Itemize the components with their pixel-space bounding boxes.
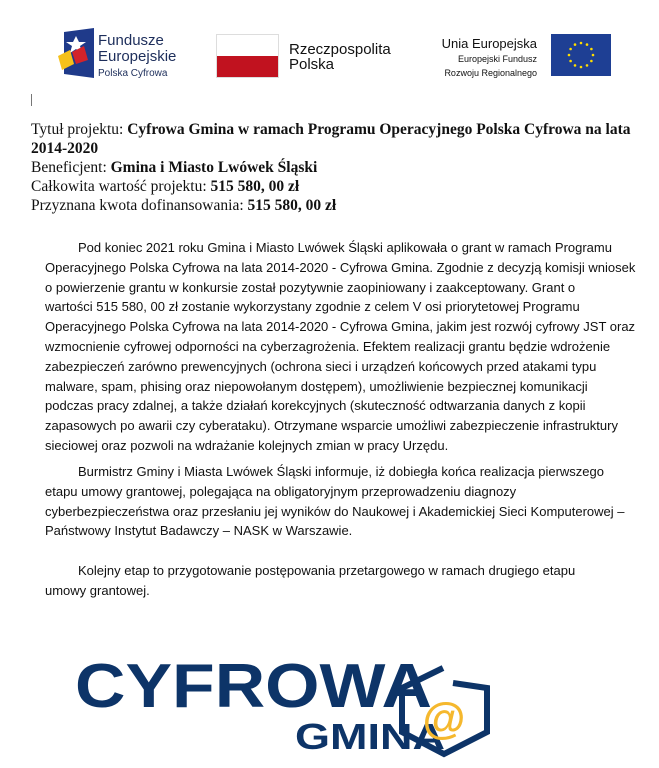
label: Całkowita wartość projektu:	[31, 178, 211, 195]
polish-flag-icon	[216, 34, 279, 78]
text-cursor	[31, 94, 32, 106]
eu-star-icon	[574, 43, 577, 46]
paragraph-3	[45, 561, 575, 601]
eu-star-icon	[574, 64, 577, 67]
eu-star-icon	[590, 48, 593, 51]
paragraph-line: Operacyjnego Polska Cyfrowa na lata 2014-2020 - Cyfrowa Gmina. Zgodnie z decyzją komisji wniosek	[45, 259, 636, 275]
eu-star-icon	[569, 48, 572, 51]
paragraph-line: o powierzenie grantu w konkursie został pozytywnie zaopiniowany i zaakceptowany. Grant o	[45, 279, 576, 295]
granted-value: 515 580, 00 zł	[247, 197, 337, 214]
paragraph-line: wzmocnienie cyfrowej odporności na cyberzagrożenia. Efektem realizacji grantu będzie wdrożenie	[45, 338, 611, 354]
project-title: Cyfrowa Gmina w ramach Programu Operacyjnego Polska Cyfrowa na lata 2014-2020	[31, 121, 631, 157]
fundusze-europejskie-logo	[58, 28, 94, 78]
paragraph-1	[45, 238, 635, 456]
eu-star-icon	[568, 54, 571, 57]
paragraph-line: malware, spam, phising oraz niepowołanym dostępem), umożliwienie bezpiecznej komunikacji	[45, 378, 588, 394]
logo-text: Fundusze	[98, 32, 164, 49]
unia-europejska-text	[430, 36, 537, 79]
paragraph-line: wartości 515 580, 00 zł zostanie wykorzystany zgodnie z celem V osi priorytetowej Programu	[45, 299, 580, 315]
beneficiary: Gmina i Miasto Lwówek Śląski	[110, 159, 318, 176]
logo-text: Polska	[289, 56, 335, 73]
label: Beneficjent:	[31, 159, 111, 176]
paragraph-line: sieciowej oraz pozwoli na wdrażanie kolejnych zmian w pracy Urzędu.	[45, 437, 449, 453]
eu-star-icon	[590, 60, 593, 63]
eu-star-icon	[586, 64, 589, 67]
paragraph-line: Operacyjnego Polska Cyfrowa na lata 2014-2020 - Cyfrowa Gmina, jakim jest rozwój cyfrowy JST oraz	[45, 319, 636, 335]
logo-text: Europejski Fundusz	[457, 54, 537, 64]
label: Tytuł projektu:	[31, 121, 128, 138]
eu-star-icon	[569, 60, 572, 63]
paragraph-line: zapasowych po awarii czy cyberataku). Otrzymane wsparcie umożliwi zabezpieczenie infrastruktury	[45, 418, 618, 434]
eu-star-icon	[580, 42, 583, 45]
logo-text: Europejskie	[98, 48, 177, 65]
rzeczpospolita-text	[289, 42, 391, 72]
paragraph-line: Państwowy Instytut Badawczy – NASK w Warszawie.	[45, 523, 353, 539]
total-value: 515 580, 00 zł	[210, 178, 300, 195]
logo-text: Rozwoju Regionalnego	[444, 68, 537, 78]
eu-star-icon	[592, 54, 595, 57]
logo-text: Rzeczpospolita	[289, 41, 391, 58]
eu-star-icon	[586, 43, 589, 46]
paragraph-line: podczas pracy zdalnej, a także działań korekcyjnych (skuteczność odtwarzania danych z kopii	[45, 398, 586, 414]
paragraph-line: Burmistrz Gminy i Miasta Lwówek Śląski informuje, iż dobiegła końca realizacja pierwszego	[78, 464, 604, 479]
logo-text: Polska Cyfrowa	[98, 68, 168, 79]
paragraph-line: etapu umowy grantowej, polegająca na obligatoryjnym przeprowadzeniu diagnozy	[45, 483, 517, 499]
label: Przyznana kwota dofinansowania:	[31, 197, 248, 214]
eu-flag-icon	[551, 34, 611, 76]
cyfrowa-gmina-logo	[75, 650, 565, 760]
paragraph-line: cyberbezpieczeństwa oraz przesłaniu jej wyników do Naukowej i Akademickiej Sieci Komputerowej –	[45, 503, 625, 519]
logo-text-cyfrowa: CYFROWA	[75, 652, 432, 721]
project-info	[31, 120, 641, 215]
paragraph-line: Kolejny etap to przygotowanie postępowania przetargowego w ramach drugiego etapu	[78, 563, 576, 578]
at-icon: @	[422, 694, 466, 743]
fundusze-europejskie-text	[98, 33, 176, 79]
paragraph-2	[45, 462, 625, 541]
logo-text: Unia Europejska	[441, 36, 537, 51]
paragraph-line: zabezpieczeń zarówno prewencyjnych (ochrona sieci i urządzeń końcowych przed atakami typu	[45, 358, 597, 374]
eu-star-icon	[580, 66, 583, 69]
logo-text-gmina: GMINA	[295, 716, 445, 757]
paragraph-line: umowy grantowej.	[45, 582, 150, 598]
paragraph-line: Pod koniec 2021 roku Gmina i Miasto Lwówek Śląski aplikowała o grant w ramach Programu	[78, 240, 612, 255]
